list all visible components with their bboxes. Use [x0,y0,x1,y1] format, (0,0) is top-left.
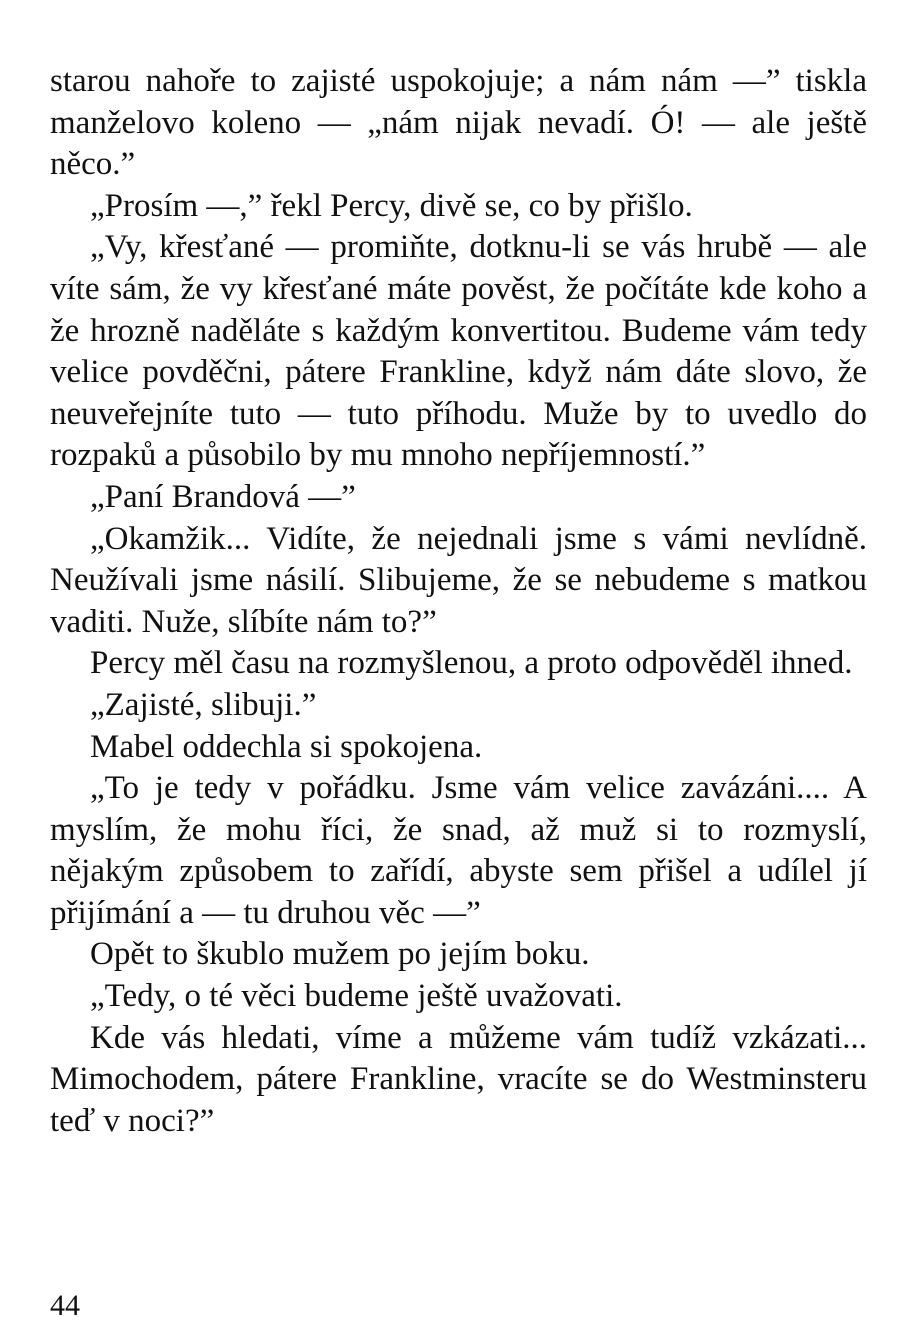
paragraph: Kde vás hledati, víme a můžeme vám tudíž vzkázati... Mimochodem, pátere Frankline, vracíte se do Westminsteru teď v noci?” [50,1019,867,1139]
paragraph: „Okamžik... Vidíte, že nejednali jsme s vámi nevlídně. Neužívali jsme násilí. Slibujeme, že se nebudeme s matkou vaditi. Nuže, slíbíte nám to?” [50,520,867,640]
paragraph: Percy měl času na rozmyšlenou, a proto odpověděl ihned. [90,645,853,682]
paragraph: Opět to škublo mužem po jejím boku. [90,936,590,973]
paragraph: „Vy, křesťané — promiňte, dotknu-li se vás hrubě — ale víte sám, že vy křesťané máte pověst, že počítáte kde koho a že hrozně naděláte s každým konvertitou. Budeme vám tedy velice povděčni, pátere Frankline, když nám dáte slovo, že neuveřejníte tuto — tuto příhodu. Muže by to uvedlo do rozpaků a působilo by mu mnoho nepříjemností.” [50,229,867,474]
book-page [50,61,867,1142]
paragraph: „Paní Brandová —” [90,478,356,515]
paragraph: „To je tedy v pořádku. Jsme vám velice zavázáni.... A myslím, že mohu říci, že snad, až muž si to rozmyslí, nějakým způsobem to zařídí, abyste sem přišel a udílel jí přijímání a — tu druhou věc —” [50,770,867,931]
page-number: 44 [50,1289,80,1322]
paragraph: starou nahoře to zajisté uspokojuje; a nám nám —” tiskla manželovo koleno — „nám nijak nevadí. Ó! — ale ještě něco.” [50,63,867,183]
paragraph: „Zajisté, slibuji.” [90,686,317,723]
paragraph: „Tedy, o té věci budeme ještě uvažovati. [90,978,623,1015]
paragraph: „Prosím —,” řekl Percy, divě se, co by přišlo. [90,187,693,224]
paragraph: Mabel oddechla si spokojena. [90,728,483,765]
